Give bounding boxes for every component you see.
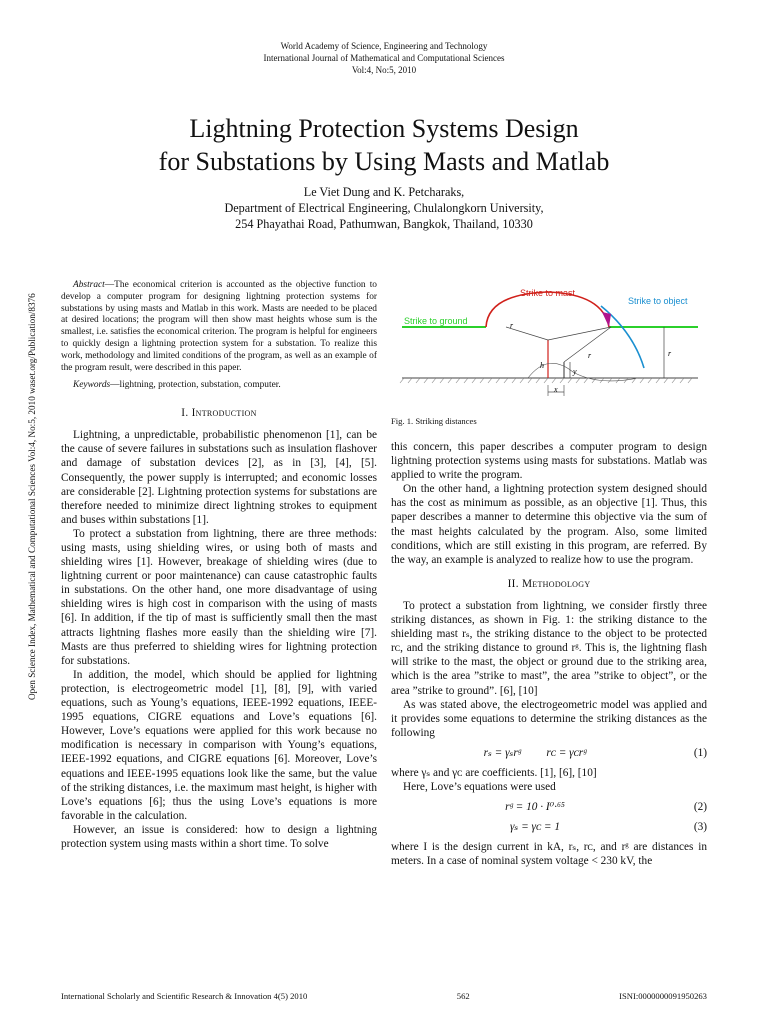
right-paragraph-1: this concern, this paper describes a computer program to design lightning protection systems using masts for substations. Matlab was applied to write the program. — [391, 441, 707, 482]
mast-to-object-line — [548, 327, 611, 340]
label-rg: r — [668, 349, 672, 358]
equation-2-number: (2) — [693, 801, 707, 814]
equation-1-left: rₛ = γₛrᵍ — [483, 746, 521, 759]
intro-paragraph-3: In addition, the model, which should be applied for lightning protection, is electrogeometric model [1], [8], [9], with varied equations, such as Young’s equations, IEEE-1992 equations, IEEE-1995 equations, CIGRE equations and Love’s equations [6]. However, Love’s equations were applied for this work because no modification is necessary in comparison with Young’s equations, IEEE-1992 equations, and CIGRE equations [6]. Moreover, Love’s equations and IEEE-1995 equations look like the same, but the value of the striking distances, i.e. the maximum mast height, is higher with Love’s equations [6]; thus the using Love’s equations is more favorable in the calculation. — [61, 668, 377, 822]
header-line-3: Vol:4, No:5, 2010 — [351, 65, 417, 75]
title-line-1: Lightning Protection Systems Design — [189, 114, 579, 143]
label-rs: r — [510, 321, 514, 330]
abstract-label: Abstract — [73, 280, 105, 290]
footer-isni: ISNI:0000000091950263 — [619, 991, 707, 1001]
figure-caption: Fig. 1. Striking distances — [391, 416, 477, 426]
method-paragraph-5: where I is the design current in kA, rₛ, rᴄ, and rᵍ are distances in meters. In a case of nominal system voltage < 230 kV, the — [391, 841, 707, 868]
right-paragraph-2: On the other hand, a lightning protection system designed should has the cost as minimum as possible, as an objective [1]. Thus, this paper describes a manner to determine this objective via the sum of the mast heights calculated by the program. Also, some limited conditions, which are still existing in this program, are referred. By the way, an example is analyzed to realize how to use the program. — [391, 483, 707, 566]
author-block — [0, 184, 768, 232]
method-paragraph-1: To protect a substation from lightning, we consider firstly three striking distances, as shown in Fig. 1: the striking distance to the shielding mast rₛ, the striking distance to the object to be protected rᴄ, and the striking distance to ground rᵍ. This is, the lightning flash will strike to the mast, the object or ground due to the striking area, which is the area ”strike to mast”, the area ”strike to object”, or the area ”strike to ground”. [6], [10] — [391, 599, 707, 697]
equation-1-right: rᴄ = γᴄrᵍ — [546, 746, 587, 759]
label-strike-to-ground: Strike to ground — [404, 316, 468, 326]
intro-paragraph-4: However, an issue is considered: how to design a lightning protection system using masts within a short time. To solve — [61, 823, 377, 850]
equation-2 — [391, 800, 707, 814]
abstract-text: —The economical criterion is accounted as the objective function to develop a computer program for designing lightning protection systems for substations by using masts and Matlab in this work. Masts are needed to be placed at desired locations; the program will then show mast heights whose sum is the smallest, i.e. satisfies the economical criterion. The program is helpful for engineers to quickly design a lightning protection system for a substation. To realize this work, methodology and limited conditions of the program, as well as an example of the program result, were described in this paper. — [61, 280, 377, 373]
keywords-text: —lightning, protection, substation, computer. — [110, 380, 281, 391]
paper-title — [0, 112, 768, 178]
striking-distance-figure — [398, 282, 698, 402]
page-footer — [61, 991, 707, 1001]
label-h: h — [540, 361, 544, 370]
equation-3 — [391, 820, 707, 834]
right-column — [391, 440, 707, 869]
object-strike-area — [602, 312, 611, 327]
label-strike-to-object: Strike to object — [628, 296, 688, 306]
method-paragraph-2: As was stated above, the electrogeometric model was applied and it provides some equations to determine the striking distances as the following — [391, 698, 707, 739]
author-affiliation: Department of Electrical Engineering, Chulalongkorn University, — [224, 201, 544, 215]
author-names: Le Viet Dung and K. Petcharaks, — [303, 185, 465, 199]
equation-1 — [391, 746, 707, 760]
title-line-2: for Substations by Using Masts and Matlab — [158, 147, 610, 176]
journal-header — [0, 40, 768, 76]
method-paragraph-4: Here, Love’s equations were used — [403, 781, 556, 794]
label-x: x — [554, 385, 558, 394]
author-address: 254 Phayathai Road, Pathumwan, Bangkok, Thailand, 10330 — [235, 217, 533, 231]
method-paragraph-3: where γₛ and γᴄ are coefficients. [1], [6], [10] — [391, 766, 597, 779]
equation-3-body: γₛ = γᴄ = 1 — [509, 821, 560, 834]
label-y: y — [573, 367, 577, 376]
equation-2-body: rᵍ = 10 · I⁰·⁶⁵ — [505, 801, 565, 814]
header-line-2: International Journal of Mathematical and Computational Sciences — [263, 53, 505, 63]
intro-paragraph-1: Lightning, a unpredictable, probabilistic phenomenon [1], can be the cause of severe failures in substations such as insulation flashover and damage of substation devices [2], as in [3], [4], [5]. Consequently, the power supply is interrupted; and economic losses are considerable [2]. Lightning protection systems for substations are therefore needed to minimize direct lightning strokes to equipment and buses within substations [1]. — [61, 429, 377, 526]
section-heading-introduction: I. Introduction — [181, 407, 257, 420]
equation-3-number: (3) — [693, 821, 707, 834]
label-rc: r — [588, 351, 592, 360]
paper-page: World Academy of Science, Engineering and Technology International Journal of Mathematical and Computational Sciences Vol:4, No:5, 2010 Lightning Protection Systems Design for Substations by Using Masts and Matlab Le Viet Dung and K. Petcharaks, Department of Electrical Engineering, Chulalongkorn University, 254 Phayathai Road, Pathumwan, Bangkok, Thailand, 10330 Open Science Index, Mathematical and Computational Sciences Vol:4, No:5, 2010 waset.org/Publication/8376 Abstract—The economical criterion is accounted as the objective function to develop a computer program for designing lightning protection systems for substations by using masts and Matlab in this work. Masts are needed to be placed at desired locations; the program will then show mast heights whose sum is the smallest, i.e. satisfies the economical criterion. The program is helpful for engineers to quickly design a lightning protection system for a substation. To realize this work, methodology and limited conditions of the program, as well as an example of the program result, were described in this paper. Keywords—lightning, protection, substation, computer. I. Introduction Lightning, a unpredictable, probabilistic phenomenon [1], can be the cause of severe failures in substations such as insulation flashover and damage of substation devices [2], as in [3], [4], [5]. Consequently, the power supply is interrupted; and economic losses are considerable [2]. Lightning protection systems for substations are therefore needed to minimize direct lightning strokes to equipment and buses within substations [1]. To protect a substation from lightning, there are three methods: using masts, using shielding wires, or using both of masts and shielding wires [1]. However, breakage of shielding wires (due to lightning current or poor maintenance) can cause catastrophic faults in substations. On the other hand, one more disadvantage of using shielding wires is high cost in comparison with the using of masts [6]. In addition, if the tip of mast is sufficiently small then the mast attracts lightning flashes more easily than the shielding wire [7]. Masts are thus preferred to shielding wires for lightning protection for substations. In addition, the model, which should be applied for lightning protection, is electrogeometric model [1], [8], [9], with varied equations, such as Young’s equations, IEEE-1992 equations, IEEE-1995 equations, CIGRE equations and Love’s equations [6]. However, Love’s equations were applied for this work because no modification is necessary in comparison with Young’s equations, IEEE-1992 equations, and CIGRE equations [6]. Moreover, Love’s equations and IEEE-1995 equations look like the same, but the value of the striking distances, i.e. the maximum mast height, is higher with Love’s equations [6]; thus the using Love’s equations is more favorable in the calculation. However, an issue is considered: how to design a lightning protection system using masts within a short time. To solve Strike to mast Strike to object Strike to ground r r r h y x Fig. 1. Striking distances this concern, this paper describes a computer program to design lightning protection systems using masts for substations. Matlab was applied to write the program. On the other hand, a lightning protection system designed should has the cost as minimum as possible, as an objective [1]. Thus, this paper describes a manner to determine this objective via the sum of the mast heights calculated by the program. Also, some limited conditions, which are still existing in this program, are referred. By the way, an example is analyzed to realize how to use the program. II. Methodology To protect a substation from lightning, we consider firstly three striking distances, as shown in Fig. 1: the striking distance to the shielding mast rₛ, the striking distance to the object to be protected rᴄ, and the striking distance to ground rᵍ. This is, the lightning flash will strike to the mast, the object or ground due to the striking area, which is the area ”strike to mast”, the area ”strike to object”, or the area ”strike to ground”. [6], [10] As was stated above, the electrogeometric model was applied and it provides some equations to determine the striking distances as the following rₛ = γₛrᵍ rᴄ = γᴄrᵍ (1) where γₛ and γᴄ are coefficients. [1], [6], [10] Here, Love’s equations were used rᵍ = 10 · I⁰·⁶⁵ (2) γₛ = γᴄ = 1 (3) where I is the design current in kA, rₛ, rᴄ, and rᵍ are distances in meters. In a case of nominal system voltage < 230 kV, the International Scholarly and Scientific Research & Innovation 4(5) 2010 562 ISNI:0000000091950263 — [0, 0, 768, 1024]
keywords — [61, 380, 377, 392]
equation-1-number: (1) — [693, 746, 707, 759]
section-heading-methodology: II. Methodology — [507, 577, 591, 590]
keywords-label: Keywords — [73, 380, 111, 391]
intro-paragraph-2: To protect a substation from lightning, there are three methods: using masts, using shielding wires, or using both of masts and shielding wires [1]. However, breakage of shielding wires (due to lightning current or poor maintenance) can cause catastrophic faults in substations. On the other hand, one more disadvantage of using shielding wires is high cost in comparison with the using of masts [6]. In addition, if the tip of mast is sufficiently small then the mast attracts lightning flashes more easily than the shielding wire [7]. Masts are thus preferred to shielding wires for lightning protection for substations. — [61, 527, 377, 667]
abstract — [61, 280, 377, 374]
left-column — [61, 280, 377, 851]
header-line-1: World Academy of Science, Engineering and Technology — [280, 41, 488, 51]
footer-page-number: 562 — [456, 991, 470, 1001]
label-strike-to-mast: Strike to mast — [520, 288, 576, 298]
footer-citation: International Scholarly and Scientific Research & Innovation 4(5) 2010 — [61, 991, 308, 1001]
ground-hatch — [400, 378, 692, 383]
